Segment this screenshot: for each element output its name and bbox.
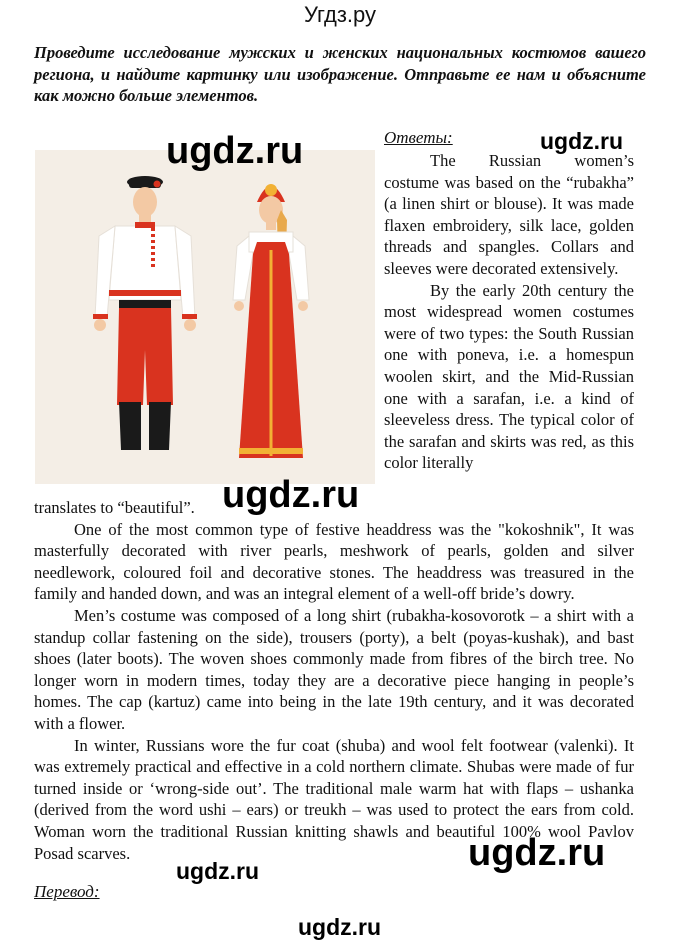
watermark: ugdz.ru [468, 832, 606, 874]
answer-right-column [384, 150, 634, 474]
translation-label: Перевод: [34, 882, 100, 901]
watermark: ugdz.ru [540, 128, 624, 154]
watermark: ugdz.ru [166, 130, 304, 172]
answer-paragraph-3: One of the most common type of festive headdress was the "kokoshnik", It was masterfully decorated with river pearls, meshwork of pearls, golden and silver needlework, coloured foil and decorative stones. The headdress was treasured in the family and handed down, and was an integral element of a well-off bride’s dowry. [34, 519, 634, 604]
answer-paragraph-2-end: translates to “beautiful”. [34, 498, 195, 517]
woman-figure [233, 184, 309, 458]
answers-label: Ответы: [384, 128, 453, 147]
watermark: ugdz.ru [298, 914, 382, 940]
man-figure [93, 176, 197, 450]
answer-full-width [34, 497, 634, 864]
task-text: Проведите исследование мужских и женских национальных костюмов вашего региона, и найдите картинку или изображение. Отправьте ее нам и объясните как можно больше элементов. [34, 43, 646, 105]
costume-illustration-svg [35, 150, 375, 484]
answer-paragraph-5: In winter, Russians wore the fur coat (shuba) and wool felt footwear (valenki). It was extremely practical and effective in a cold northern climate. Shubas were made of fur turned inside or ‘wrong-side out’. The traditional male warm hat with flaps – ushanka (derived from the word ushi – ears) or treukh – was used to protect the ears from cold. Woman worn the traditional Russian knitting shawls and beautiful 100% wool Pavlov Posad scarves. [34, 735, 634, 863]
site-title: Угдз.ру [303, 2, 377, 27]
costume-illustration [35, 150, 375, 484]
answer-paragraph-2: By the early 20th century the most widespread women costumes were of two types: the South Russian one with poneva, i.e. a homespun woolen skirt, and the Mid-Russian one with a sarafan, i.e. a kind of sleeveless dress. The typical color of the sarafan and skirts was red, as this color literally [384, 280, 634, 473]
answer-paragraph-1: The Russian women’s costume was based on the “rubakha” (a linen shirt or blouse). It was made flaxen embroidery, silk lace, golden threads and spangles. Collars and sleeves were decorated extensively. [384, 151, 634, 278]
watermark: ugdz.ru [176, 858, 260, 884]
answer-paragraph-4: Men’s costume was composed of a long shirt (rubakha-kosovorotk – a shirt with a standup collar fastening on the side), trousers (porty), a belt (poyas-kushak), and bast shoes (later boots). The woven shoes commonly made from fibres of the birch tree. No longer worn in modern times, today they are a decorative piece hanging in people’s homes. The cap (kartuz) came into being in the late 19th century, and it was decorated with a flower. [34, 605, 634, 733]
watermark: ugdz.ru [222, 474, 360, 516]
